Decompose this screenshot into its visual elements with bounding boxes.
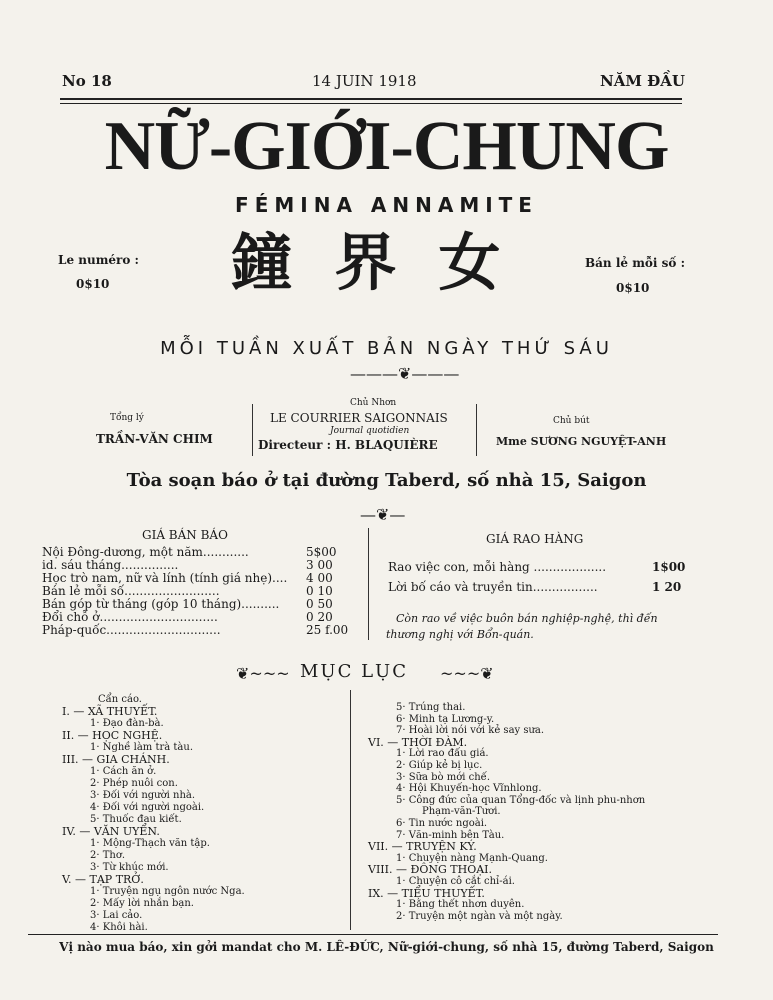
subscription-row-label: Bán góp từ tháng (góp 10 tháng).......... <box>42 597 280 611</box>
toc-entry: Cẩn cáo. <box>98 694 142 705</box>
footer-notice: Vị nào mua báo, xin gởi mandat cho M. LÊ-ĐỨC, Nữ-giới-chung, số nhà 15, đường Taberd, Saigon <box>59 940 714 954</box>
toc-entry: Phạm-văn-Tươi. <box>422 806 501 818</box>
ads-note-line1: Còn rao về việc buôn bán nghiệp-nghệ, thì đến <box>396 612 658 625</box>
office-address: Tòa soạn báo ở tại đường Taberd, số nhà 15, Saigon <box>126 470 647 491</box>
subscription-row-price: 5$00 <box>306 545 337 559</box>
address-ornament: —❦— <box>360 505 406 524</box>
staff-center-director: Directeur : H. BLAQUIÈRE <box>258 438 438 452</box>
toc-entry: V. — TẠP TRỞ. <box>62 873 144 886</box>
toc-entry: IX. — TIỂU THUYẾT. <box>368 886 485 900</box>
toc-entry: VII. — TRUYỆN KÝ. <box>368 840 477 854</box>
subscription-row-price: 25 f.00 <box>306 623 349 637</box>
toc-entry: 1· Lời rao đấu giá. <box>396 748 489 760</box>
staff-separator-left <box>252 404 253 456</box>
subscription-row-label: Pháp-quốc.............................. <box>42 623 221 637</box>
toc-entry: VIII. — ĐÔNG THOẠI. <box>368 863 493 877</box>
toc-entry: 2· Giúp kẻ bị lục. <box>396 760 483 771</box>
price-right-value: 0$10 <box>616 281 650 295</box>
toc-entry: 5· Trúng thai. <box>396 702 466 713</box>
toc-entry: 2· Phép nuôi con. <box>90 778 178 789</box>
toc-entry: 1· Chuyện nàng Mạnh-Quang. <box>396 852 548 864</box>
price-right-label: Bán lẻ mỗi số : <box>585 256 685 270</box>
toc-entry: 4· Đối với người ngoài. <box>90 802 205 813</box>
subscription-row-price: 0 20 <box>306 610 333 624</box>
toc-entry: 2· Mấy lời nhắn bạn. <box>90 898 194 909</box>
ads-row-price: 1$00 <box>652 560 686 574</box>
toc-ornament-right: ~~~❦ <box>440 664 494 683</box>
subscription-row-price: 0 50 <box>306 597 333 611</box>
toc-entry: III. — GIA CHÁNH. <box>62 753 170 766</box>
top-rule <box>60 98 682 100</box>
subscription-row-label: Đổi chỗ ở............................... <box>42 610 218 624</box>
staff-left-title: Tổng lý <box>110 413 144 423</box>
ads-row-label: Rao việc con, mỗi hàng ................... <box>388 560 607 574</box>
ads-row-label: Lời bố cáo và truyền tin................. <box>388 580 598 594</box>
subscription-row-label: Học trò nam, nữ và lính (tính giá nhẹ).... <box>42 571 288 585</box>
ads-title: GIÁ RAO HÀNG <box>486 532 584 546</box>
toc-entry: 1· Mộng-Thạch văn tập. <box>90 838 210 849</box>
subscription-row-label: Nội Đông-dương, một năm............ <box>42 545 249 559</box>
top-rule-thin <box>60 103 682 104</box>
toc-entry: IV. — VĂN UYỂN. <box>62 825 160 838</box>
subscription-title: GIÁ BÁN BÁO <box>142 528 228 542</box>
toc-entry: 7· Văn-minh bên Tàu. <box>396 829 505 841</box>
staff-right-name: Mme SƯƠNG NGUYỆT-ANH <box>496 435 667 448</box>
masthead-subtitle: FÉMINA ANNAMITE <box>235 193 538 217</box>
toc-entry: 1· Đạo đàn-bà. <box>90 718 164 729</box>
toc-entry: II. — HỌC NGHỆ. <box>62 729 163 742</box>
staff-center-title: Chủ Nhơn <box>350 398 397 408</box>
toc-entry: 1· Bằng thết nhơn duyên. <box>396 899 525 911</box>
subscription-row-label: Bán lẻ mỗi số......................... <box>42 584 220 598</box>
ads-row-price: 1 20 <box>652 580 682 594</box>
toc-entry: VI. — THỜI ĐÀM. <box>368 735 468 749</box>
toc-entry: 3· Đối với người nhà. <box>90 790 196 801</box>
chinese-title: 鐘界女 <box>230 226 543 299</box>
ornament-divider: ———❦——— <box>350 364 460 383</box>
toc-entry: 1· Nghề làm trà tàu. <box>90 742 194 753</box>
toc-ornament-left: ❦~~~ <box>236 664 290 683</box>
ads-note-line2: thương nghị với Bổn-quán. <box>386 628 534 641</box>
toc-entry: 3· Từ khúc mới. <box>90 862 169 873</box>
toc-entry: 7· Hoài lời nói với kẻ say sưa. <box>396 725 545 737</box>
toc-entry: 4· Khôi hài. <box>90 922 148 933</box>
issue-date: 14 JUIN 1918 <box>312 72 417 90</box>
staff-right-title: Chủ bút <box>553 416 590 426</box>
year-label: NĂM ĐẦU <box>600 72 686 90</box>
masthead-title: NỮ-GIỚI-CHUNG <box>104 108 669 185</box>
toc-title: MỤC LỤC <box>300 661 408 682</box>
weekly-line: MỖI TUẦN XUẤT BẢN NGÀY THỨ SÁU <box>160 338 613 359</box>
price-left-label: Le numéro : <box>58 253 139 267</box>
subscription-row-price: 4 00 <box>306 571 333 585</box>
staff-center-sub: Journal quotidien <box>330 426 410 436</box>
toc-entry: 6· Minh tạ Lương-y. <box>396 713 495 725</box>
toc-separator <box>350 690 351 930</box>
toc-entry: I. — XÃ THUYẾT. <box>62 705 158 718</box>
toc-entry: 1· Chuyện cô cắt chỉ-ái. <box>396 876 515 887</box>
toc-entry: 3· Sữa bò mới chế. <box>396 771 491 783</box>
staff-center-paper: LE COURRIER SAIGONNAIS <box>270 411 448 425</box>
issue-number: No 18 <box>62 72 112 90</box>
toc-entry: 1· Cách ăn ở. <box>90 766 157 777</box>
price-left-value: 0$10 <box>76 277 110 291</box>
toc-entry: 2· Thơ. <box>90 850 126 861</box>
footer-rule <box>28 934 718 935</box>
subscription-row-price: 3 00 <box>306 558 333 572</box>
toc-entry: 3· Lai cảo. <box>90 910 143 921</box>
toc-entry: 5· Công đức của quan Tổng-đốc và lịnh phu-nhơn <box>396 794 646 806</box>
toc-entry: 1· Truyện ngụ ngôn nước Nga. <box>90 886 245 897</box>
subscription-row-label: id. sáu tháng............... <box>42 558 179 572</box>
staff-left-name: TRẦN-VĂN CHIM <box>96 432 213 446</box>
subscription-row-price: 0 10 <box>306 584 333 598</box>
staff-separator-right <box>476 404 477 456</box>
price-separator <box>368 528 369 640</box>
toc-entry: 4· Hội Khuyến-học Vĩnhlong. <box>396 783 542 795</box>
toc-entry: 5· Thuốc đau kiết. <box>90 814 182 825</box>
toc-entry: 6· Tin nước ngoài. <box>396 818 488 829</box>
toc-entry: 2· Truyện một ngàn và một ngày. <box>396 910 563 922</box>
